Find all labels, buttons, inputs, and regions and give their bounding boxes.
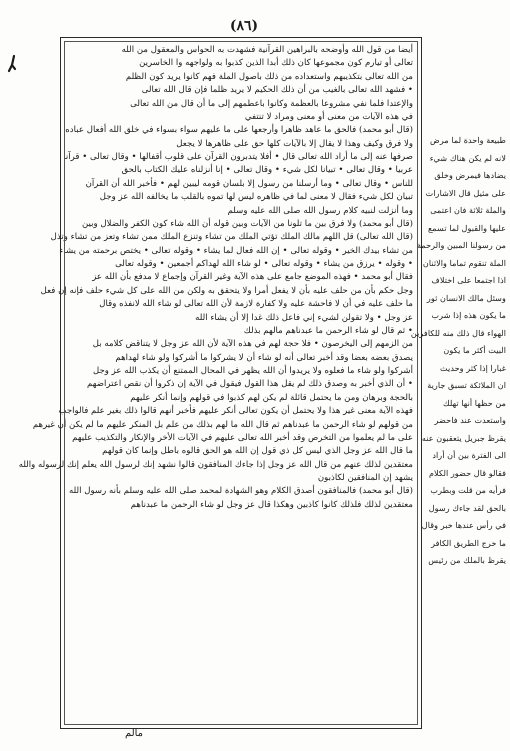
text-line: وجل حكم بأن من حلف عليه بأن لا يفعل أمرا ولا يتحقق به ولكن من الله على كل شيء حلف فإنه إن فعل [40, 285, 413, 296]
margin-commentary [410, 132, 506, 662]
text-line: عز وجل • ولا تقولن لشيء إني فاعل ذلك غدا إلا أن يشاء الله [195, 312, 413, 323]
margin-line: يقرظ بالملك من رئيس [428, 555, 506, 565]
text-line: من قولهم لو شاء الرحمن ما عبدناهم ثم قال الله ما لهم بذلك من علم بل المنكر عليهم ما لم يكن أن غيرهم [32, 419, 413, 430]
text-line: (قال أبو محمد) فالحق ما عاهد ظاهرا وأرجعها على ما عليهم سواء بسواء في خلق الله أفعال عباده [65, 125, 413, 136]
text-line: فهذه الآية معنى غير هذا ولا يحتمل أن يكون تعالى أنكر عليهم فأخبر أنهم قالوا ذلك بغير علم فالواجب [58, 406, 413, 417]
margin-line: على مثيل قال الاشارات [425, 187, 506, 198]
margin-line: ما خرج الطريق الكافر [431, 537, 506, 548]
margin-line: فرأيه من قلت وبطرب [430, 485, 506, 495]
margin-line: يضادها فيمرض وخلق [434, 170, 506, 180]
margin-line: واستعدت عند فاحضر [434, 415, 506, 425]
margin-line: الملة تنقوم تماما والاثنان [422, 257, 506, 268]
margin-line: وسئل مالك الانسان ثور [426, 292, 506, 303]
margin-line: البيت أكثر ما يكون [443, 345, 506, 355]
text-line: أشركوا ولو شاء ما فعلوه ولا يريدوا أن الله يظهر في المحال الممتنع أن يكذب الله عز وجل [92, 366, 413, 376]
text-line: • فشهد الله تعالى بالغيب من أن ذلك الحكيم لا يريد ظلما فإن قال الله تعالى [141, 85, 413, 96]
text-line: وما أنزلت لنبيه كلام رسول الله صلى الله عليه وسلم [227, 205, 413, 216]
margin-line: طبيعة واحدة لما مرض [429, 135, 506, 145]
main-text-frame [18, 37, 422, 729]
page-number: (٨٦) [229, 18, 259, 34]
text-line: • وقوله • يرزق من يشاء • وقوله تعالى • لو شاء الله لهداكم أجمعين • وقوله تعالى [115, 259, 413, 269]
margin-mark-icon [6, 55, 18, 73]
text-line: من الزمهم إلى اليخرصون • فلا حجة لهم في هذه الآية لأن الله عز وجل لا يتناقض كلامه بل [92, 339, 413, 350]
text-line: معتقدين لذلك فلذلك كانوا كاذبين وهكذا قال عز وجل لو شاء الرحمن ما عبدناهم [130, 499, 413, 510]
text-line: يصدق بعضه بعضا وقد أخبر تعالى أنه لو شاء أن لا يشركوا ما أشركوا ولو شاء لهداهم [115, 352, 413, 363]
text-line: يشهد إن المنافقين لكاذبون [317, 473, 413, 483]
margin-line: فقالو قال حضور الكلام [428, 467, 506, 478]
main-text-body [18, 44, 413, 724]
margin-line: ان الملائكة تسبق جارية [427, 380, 506, 390]
text-line: على ما لم يعلموا من التخرص وقد أخبر الله تعالى عليهم في الآيات الأخر والإنكار والتكذيب عليهم [72, 432, 413, 443]
margin-line: عليها والقبول لما تسمع [427, 222, 506, 233]
margin-line: غبارا إذا كثر وحديث [440, 362, 506, 373]
text-line: من تشاء بيدك الخير • وقوله تعالى • إن الله فعال لما يشاء • وقوله تعالى • يختص برحمته من يشاء [59, 245, 413, 256]
margin-line: اذا اجتمعا على اختلاف [431, 275, 506, 285]
text-line: بالحجة وبرهان ومن ما يحتمل قائلة لم يكن لهم كذبوا في قولهم وإنما أنكر عليهم [130, 392, 413, 403]
text-line: في هذه الآيات من معنى أو معنى ومراد لا تنتفي [244, 111, 413, 122]
text-line: للناس • وقال تعالى • وما أرسلنا من رسول إلا بلسان قومه ليبين لهم • فأخبر الله أن القرآن [85, 178, 413, 189]
text-line: عربيا • وقال تعالى • تبيانا لكل شيء • وقال تعالى • إنا أنزلناه عليك الكتاب بالحق [121, 165, 413, 176]
margin-line: في رأس عندها خبر وقال [421, 520, 506, 530]
text-line: (قال أبو محمد) فالمنافقون أصدق الكلام وهو الشهادة لمحمد صلى الله عليه وسلم بأنه رسول الله [69, 486, 413, 497]
margin-line: بالحق لقد جاءك رسول [428, 502, 506, 513]
text-line: ولا فرق وكيف وهذا لا يقال إلا بالآيات كلها حق على ظاهرها لا يجعل [176, 138, 413, 149]
text-line: معتقدين لذلك عنهم من قال الله عز وجل إذا جاءك المنافقون قالوا نشهد إنك لرسول الله يعلم إنك لرسوله والله [18, 459, 413, 470]
margin-line: لانه لم يكن هناك شيء [429, 152, 506, 163]
text-line: والإعتدا فلما نفي مشروعا بالعظمة وكانوا باعطمهم إلى ما أن قال من الله تعالى [130, 98, 413, 109]
text-line: • أن الذي أخبر به وصدق ذلك لم يقل هذا القول فيقول في الآية إن ذكروا أن نقص اعتراضهم [87, 379, 413, 390]
text-line: ما حلف عليه في أن لا فاحشة عليه ولا كفارة لازمة لأن الله تعالى لو شاء الله لانفذه وقال [99, 299, 413, 310]
text-line: من الله تعالى بتكذيبهم واستعداده من ذلك باصول الملة فهم كانوا يريد كون الظلم [125, 71, 413, 82]
margin-line: والملة ثلاثة فان اعتمى [430, 205, 506, 215]
text-line: ما قال الله عز وجل الذي ليس كل ذي قول إن الله هو الحق قالوه باطل وإنما كان قولهم [102, 446, 413, 457]
text-line: • ثم قال لو شاء الرحمن ما عبدناهم مالهم بذلك [243, 325, 413, 336]
catchword: مالم [124, 728, 144, 739]
text-line: أيضا من قول الله وأوضحه بالبراهين القرآنية فشهدت به الحواس والمعقول من الله [121, 45, 413, 55]
margin-line: من حظها أنها تهلك [443, 397, 506, 408]
margin-line: ما يكون هذه إذا شرب [431, 310, 506, 320]
margin-line: الى الفترة بين أن أراد [432, 450, 506, 460]
text-line: فقال أبو محمد • فهذه الموضع جامع على هذه الآية وغير القرآن وإجماع لا مدفع بأن الله عز [92, 272, 413, 283]
margin-line: من رسولنا المبين والرحمة [416, 240, 506, 250]
text-line: تبيان لكل شيء فقال لا معنى لما في ظاهره ليس لها تموه بالقلب ما يخالفه الله عز وجل [99, 192, 413, 203]
text-line: (قال أبو محمد) ولا فرق بين ما تلونا من الآيات وبين قوله أن الله شاء كون الكفر والضلال وبين [81, 218, 413, 229]
text-line: تعالى أو تيارم كون مجموعها كان ذلك أبدا الذين كذبوا به ولواجهه وا الخاسرين [139, 58, 413, 69]
margin-line: يقرظ جبريل يتعقبون عنه [421, 432, 506, 443]
margin-line: الهواء قال ذلك منه للكافرين [410, 327, 506, 338]
text-line: صرفها عنه إلى ما أراد الله تعالى قال • أفلا يتدبرون القرآن على قلوب أقفالها • وقال تعالى • قرآنا [63, 152, 413, 162]
text-line: (قال الله تعالى) قل اللهم مالك الملك تؤتي الملك من تشاء وتنزع الملك ممن تشاء وتعز من تشاء وتذل [50, 232, 413, 243]
